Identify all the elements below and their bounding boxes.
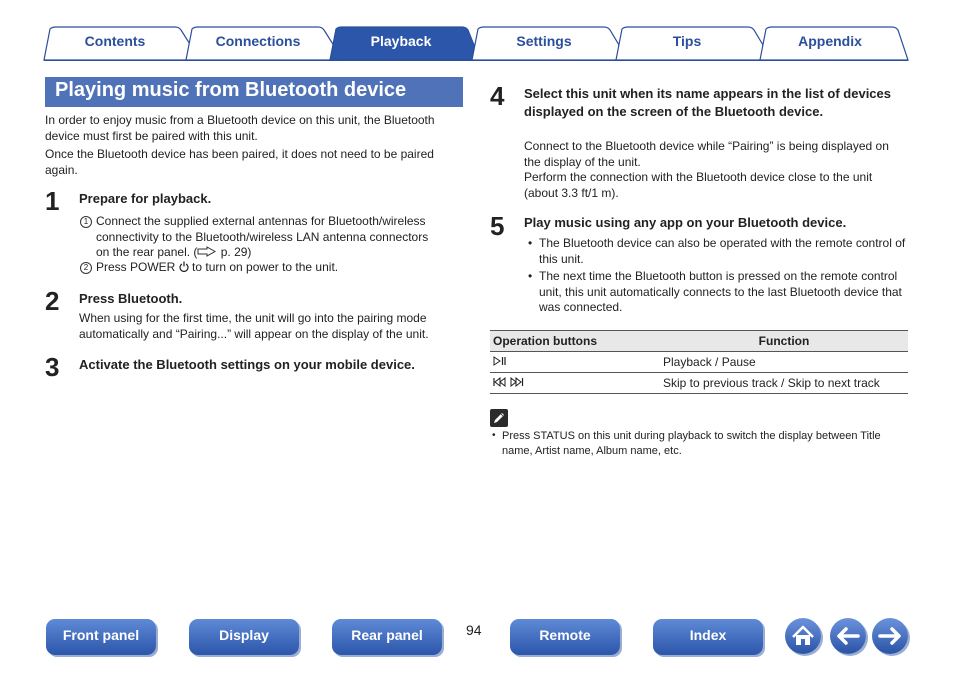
bullet-dot: • xyxy=(528,236,533,250)
tab-appendix[interactable]: Appendix xyxy=(798,33,862,49)
forward-button[interactable] xyxy=(872,618,908,654)
step-1-page-ref[interactable]: p. 29) xyxy=(217,245,252,259)
step-4-body-1: Connect to the Bluetooth device while “Pairing” is being displayed on the display of the unit. xyxy=(524,139,889,169)
arrow-left-icon xyxy=(830,618,866,654)
nav-display-button[interactable]: Display xyxy=(189,619,299,655)
nav-remote-button[interactable]: Remote xyxy=(510,619,620,655)
arrow-right-icon xyxy=(872,618,908,654)
step-2-number: 2 xyxy=(45,286,60,316)
intro-paragraph-1: In order to enjoy music from a Bluetooth device on this unit, the Bluetooth device must first be paired with this unit. xyxy=(45,113,435,143)
tab-contents[interactable]: Contents xyxy=(84,33,146,49)
skip-next-icon xyxy=(510,377,524,387)
nav-index-button[interactable]: Index xyxy=(653,619,763,655)
table-cell-function: Playback / Pause xyxy=(660,352,908,373)
step-1-sub2-b: to turn on power to the unit. xyxy=(188,260,339,274)
step-5-heading: Play music using any app on your Bluetooth device. xyxy=(524,215,847,230)
note-text: Press STATUS on this unit during playback to switch the display between Title name, Artist name, Album name, etc. xyxy=(502,430,881,457)
power-icon xyxy=(179,261,189,272)
circled-1-icon: 1 xyxy=(80,216,92,228)
step-3-heading: Activate the Bluetooth settings on your mobile device. xyxy=(79,357,415,372)
step-1-sub1-line3: on the rear panel. ( xyxy=(96,245,198,259)
step-1-sub2-a: Press POWER xyxy=(96,260,179,274)
operation-buttons-table xyxy=(490,330,908,394)
tab-settings[interactable]: Settings xyxy=(516,33,572,49)
step-3-number: 3 xyxy=(45,352,60,382)
nav-front-panel-button[interactable]: Front panel xyxy=(46,619,156,655)
nav-rear-panel-button[interactable]: Rear panel xyxy=(332,619,442,655)
page-number: 94 xyxy=(466,622,482,638)
table-header-operation: Operation buttons xyxy=(490,331,660,352)
play-pause-icon xyxy=(493,356,507,366)
step-4-number: 4 xyxy=(490,81,505,111)
page-reference-icon xyxy=(197,246,217,257)
tab-bar xyxy=(0,0,954,64)
step-4-body-2: Perform the connection with the Bluetooth device close to the unit (about 3.3 ft/1 m). xyxy=(524,170,873,200)
tab-tips[interactable]: Tips xyxy=(672,33,702,49)
table-header-function: Function xyxy=(660,331,908,352)
table-header-row xyxy=(490,331,908,352)
page-title: Playing music from Bluetooth device xyxy=(55,79,407,101)
home-icon xyxy=(785,618,821,654)
table-cell-function: Skip to previous track / Skip to next track xyxy=(660,373,908,394)
table-cell-button xyxy=(490,373,660,394)
circled-2-icon: 2 xyxy=(80,262,92,274)
step-5-bullet-2: The next time the Bluetooth button is pressed on the remote control unit, this unit automatically connects to the last Bluetooth device that was connected. xyxy=(539,269,902,314)
step-4-heading: Select this unit when its name appears in the list of devices displayed on the screen of the Bluetooth device. xyxy=(524,86,891,119)
skip-previous-icon xyxy=(493,377,507,387)
tab-connections[interactable]: Connections xyxy=(215,33,301,49)
step-1-number: 1 xyxy=(45,186,60,216)
step-2-body: When using for the first time, the unit will go into the pairing mode automatically and “Pairing...” will appear on the display of the unit. xyxy=(79,311,429,341)
table-cell-button xyxy=(490,352,660,373)
step-1-sub1-line1: Connect the supplied external antennas for Bluetooth/wireless xyxy=(96,214,426,228)
bullet-dot: • xyxy=(492,430,496,441)
step-1-substep-1 xyxy=(80,214,465,261)
step-5-number: 5 xyxy=(490,211,505,241)
table-row xyxy=(490,373,908,394)
intro-paragraph-2: Once the Bluetooth device has been paired, it does not need to be paired again. xyxy=(45,147,434,177)
back-button[interactable] xyxy=(830,618,866,654)
note-pencil-icon xyxy=(490,409,508,427)
step-2-heading: Press Bluetooth. xyxy=(79,291,183,306)
step-1-heading: Prepare for playback. xyxy=(79,191,212,206)
table-row xyxy=(490,352,908,373)
step-1-substep-2 xyxy=(80,260,465,276)
step-1-sub1-line2: connectivity to the Bluetooth/wireless LAN antenna connectors xyxy=(96,229,429,244)
home-button[interactable] xyxy=(785,618,821,654)
bullet-dot: • xyxy=(528,269,533,283)
tab-playback[interactable]: Playback xyxy=(370,33,432,49)
step-5-bullet-1: The Bluetooth device can also be operated with the remote control of this unit. xyxy=(539,236,906,266)
